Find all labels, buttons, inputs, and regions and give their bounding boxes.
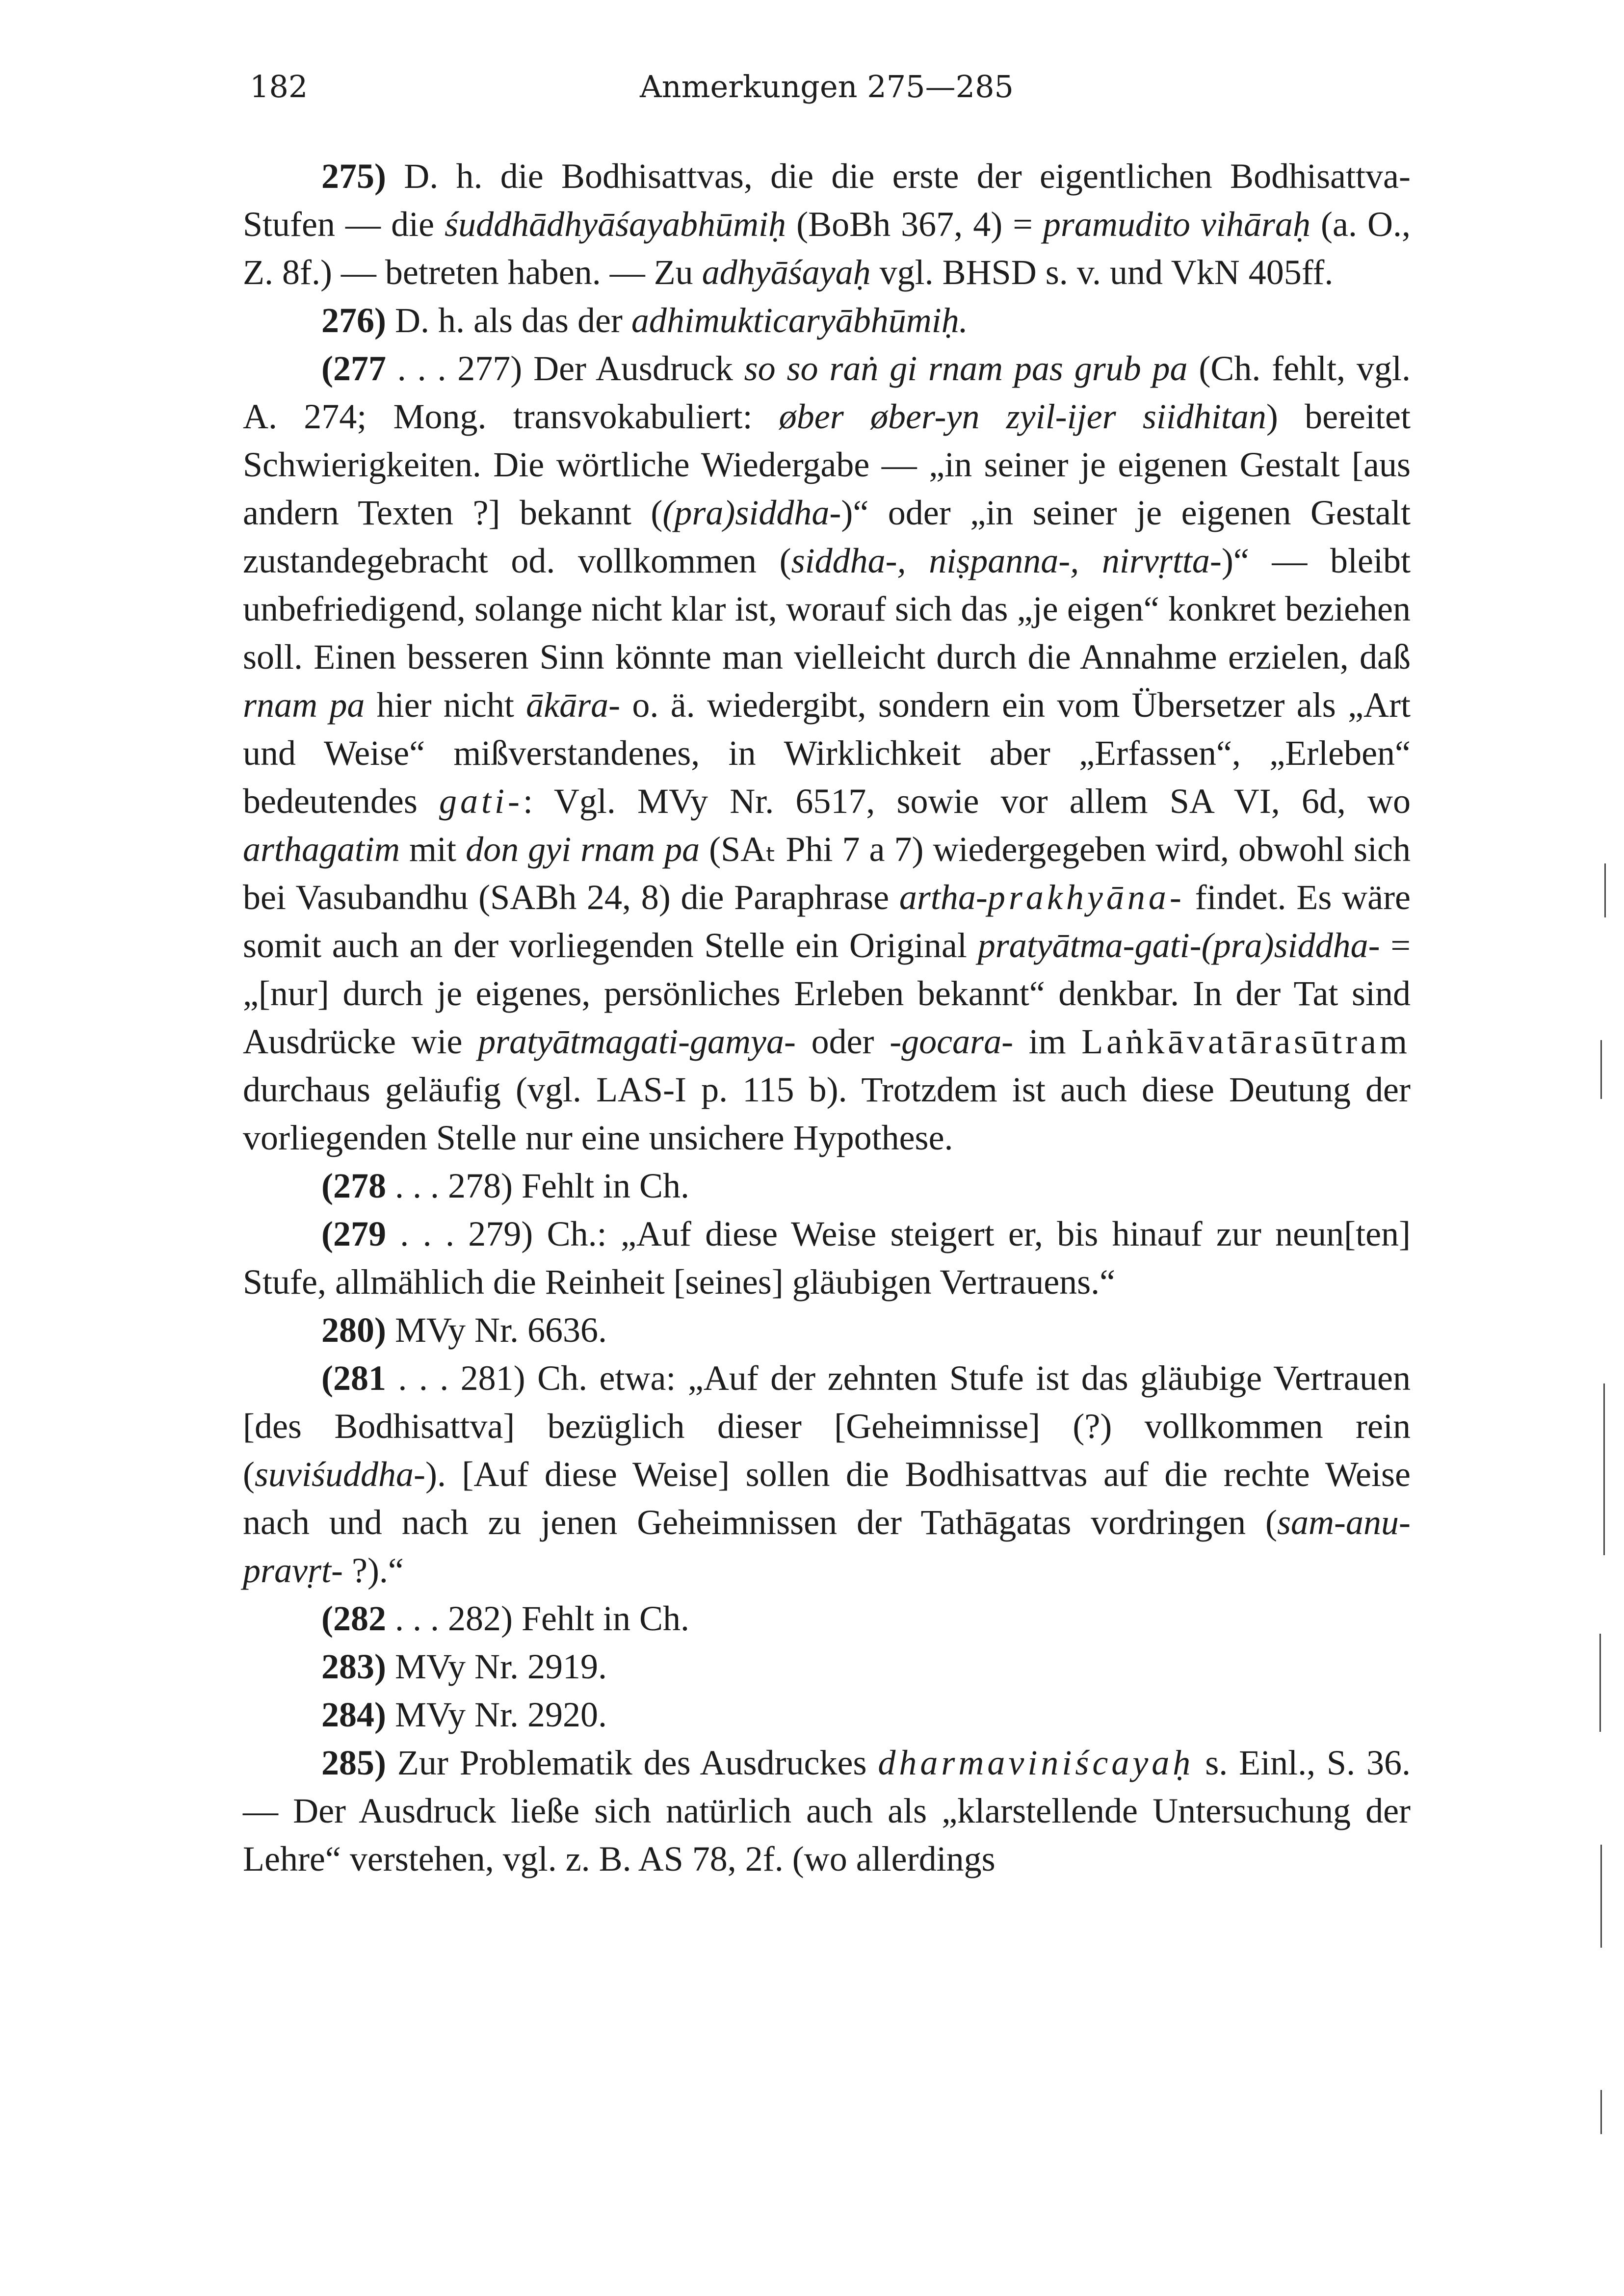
footnote-text: Zur Problematik des Ausdruckes	[386, 1743, 878, 1782]
margin-scan-mark	[1600, 1040, 1602, 1099]
footnote-number: (281	[321, 1358, 386, 1398]
footnote-text: MVy Nr. 2920.	[386, 1695, 607, 1734]
footnote	[243, 1739, 1411, 1883]
footnote	[243, 344, 1411, 1162]
emphasized-term: pramudito vihāraḥ	[1043, 205, 1310, 244]
footnote-number: (282	[321, 1599, 386, 1638]
margin-scan-mark	[1604, 863, 1606, 917]
footnote	[243, 1162, 1411, 1210]
emphasized-term: śuddhādhyāśayabhūmiḥ	[445, 205, 786, 244]
emphasized-term: prakhyāna-	[987, 878, 1185, 917]
footnote-text: mit	[400, 830, 466, 869]
footnote-text: . . . 281) Ch. etwa: „Auf der zehnten Stufe ist das gläubige Vertrauen [des Bodhisattva] bezüglich dieser [Geheimnisse] (?) vollkommen rein (	[243, 1358, 1411, 1494]
footnote	[243, 296, 1411, 344]
footnote-number: 275)	[321, 157, 386, 196]
emphasized-term: so so raṅ gi rnam pas grub pa	[744, 349, 1188, 388]
footnote-text: MVy Nr. 6636.	[386, 1310, 607, 1350]
footnote-text: . . . 278) Fehlt in Ch.	[386, 1166, 689, 1205]
footnote-text: : Vgl. MVy Nr. 6517, sowie vor allem SA VI, 6d, wo	[523, 782, 1411, 821]
emphasized-term: artha-	[899, 878, 988, 917]
footnote-text: = „[nur] durch je eigenes, persönliches Erleben bekannt“ denkbar. In der Tat sind Ausdrücke wie	[243, 926, 1411, 1061]
footnote-text: MVy Nr. 2919.	[386, 1647, 607, 1686]
footnote-text: (a. O., Z. 8f.) — betreten haben. — Zu	[243, 205, 1411, 292]
footnote-text: . . . 282) Fehlt in Ch.	[386, 1599, 689, 1638]
footnote	[243, 1643, 1411, 1691]
emphasized-term: gati-	[439, 782, 523, 821]
footnote-number: (277	[321, 349, 386, 388]
footnote-text: hier nicht	[365, 685, 526, 725]
emphasized-term: ākāra-	[526, 685, 621, 725]
footnote-text: (SAₜ Phi 7 a 7) wiedergegeben wird, obwohl sich bei Vasubandhu (SABh 24, 8) die Paraphrase	[243, 830, 1411, 917]
emphasized-term: -gocara-	[890, 1022, 1014, 1061]
emphasized-term: dharmaviniścayaḥ	[878, 1743, 1194, 1782]
footnote	[243, 152, 1411, 296]
emphasized-term: Laṅkāvatārasūtram	[1081, 1022, 1411, 1061]
margin-scan-mark	[1600, 1845, 1602, 1948]
footnote-text: oder	[795, 1022, 890, 1061]
footnote-text: D. h. als das der	[386, 301, 631, 340]
emphasized-term: sam-anu-pravṛt-	[243, 1503, 1411, 1590]
emphasized-term: suviśuddha-	[254, 1455, 425, 1494]
footnote-number: (278	[321, 1166, 386, 1205]
footnote-text: ?).“	[342, 1551, 404, 1590]
emphasized-term: don gyi rnam pa	[466, 830, 700, 869]
footnote-text: im	[1013, 1022, 1082, 1061]
emphasized-term: adhyāśayaḥ	[702, 253, 871, 292]
margin-scan-mark	[1599, 1634, 1601, 1732]
footnote-number: 285)	[321, 1743, 386, 1782]
emphasized-term: pratyātmagati-gamya-	[478, 1022, 796, 1061]
footnote-text: vgl. BHSD s. v. und VkN 405ff.	[870, 253, 1334, 292]
footnote-text: )“ — bleibt unbefriedigend, solange nicht klar ist, worauf sich das „je eigen“ konkret beziehen soll. Einen besseren Sinn könnte man vielleicht durch die Annahme erzielen, daß	[243, 541, 1411, 677]
margin-scan-mark	[1603, 1383, 1605, 1555]
footnote-text: ) bereitet Schwierigkeiten. Die wörtliche Wiedergabe — „in seiner je eigenen Gestalt [aus andern Texten ?] bekannt (	[243, 397, 1411, 532]
footnote	[243, 1594, 1411, 1643]
footnote-number: 280)	[321, 1310, 386, 1350]
footnote-text: ). [Auf diese Weise] sollen die Bodhisattvas auf die rechte Weise nach und nach zu jenen Geheimnissen der Tathāgatas vordringen (	[243, 1455, 1411, 1542]
emphasized-term: pratyātma-gati-(pra)siddha-	[977, 926, 1380, 965]
footnote-text: D. h. die Bodhisattvas, die die erste der eigentlichen Bodhisattva-Stufen — die	[243, 157, 1411, 244]
emphasized-term: arthagatim	[243, 830, 400, 869]
footnote-text: o. ä. wiedergibt, sondern ein vom Übersetzer als „Art und Weise“ mißverstandenes, in Wirklichkeit aber „Erfassen“, „Erleben“ bedeutendes	[243, 685, 1411, 821]
footnote	[243, 1306, 1411, 1354]
footnote-text: s. Einl., S. 36. — Der Ausdruck ließe sich natürlich auch als „klarstellende Untersuchung der Lehre“ verstehen, vgl. z. B. AS 78, 2f. (wo allerdings	[243, 1743, 1411, 1879]
footnote-text: (Ch. fehlt, vgl. A. 274; Mong. transvokabuliert:	[243, 349, 1411, 436]
emphasized-term: rnam pa	[243, 685, 365, 725]
emphasized-term: adhimukticaryābhūmiḥ.	[631, 301, 968, 340]
emphasized-term: siddha-, niṣpanna-, nirvṛtta-	[791, 541, 1222, 580]
page-header	[243, 69, 1411, 113]
running-title: Anmerkungen 275—285	[640, 69, 1014, 104]
footnote-number: (279	[321, 1214, 386, 1253]
footnote-text: . . . 277) Der Ausdruck	[386, 349, 744, 388]
footnote	[243, 1210, 1411, 1306]
footnote-number: 276)	[321, 301, 386, 340]
page-number: 182	[250, 69, 308, 104]
footnote-text: (BoBh 367, 4) =	[786, 205, 1043, 244]
footnote	[243, 1354, 1411, 1594]
emphasized-term: (pra)siddha-	[662, 493, 841, 532]
footnote-text: findet. Es wäre somit auch an der vorliegenden Stelle ein Original	[243, 878, 1411, 965]
footnote-text: durchaus geläufig (vgl. LAS-I p. 115 b). Trotzdem ist auch diese Deutung der vorliegenden Stelle nur eine unsichere Hypothese.	[243, 1070, 1411, 1157]
emphasized-term: øber øber-yn zyil-ijer siidhitan	[779, 397, 1266, 436]
footnote	[243, 1691, 1411, 1739]
notes-body	[243, 152, 1411, 1883]
footnote-text: )“ oder „in seiner je eigenen Gestalt zustandegebracht od. vollkommen (	[243, 493, 1411, 580]
footnote-number: 284)	[321, 1695, 386, 1734]
footnote-text: . . . 279) Ch.: „Auf diese Weise steigert er, bis hinauf zur neun[ten] Stufe, allmählich die Reinheit [seines] gläubigen Vertrauens.“	[243, 1214, 1411, 1302]
margin-scan-mark	[1600, 2090, 1602, 2134]
footnote-number: 283)	[321, 1647, 386, 1686]
